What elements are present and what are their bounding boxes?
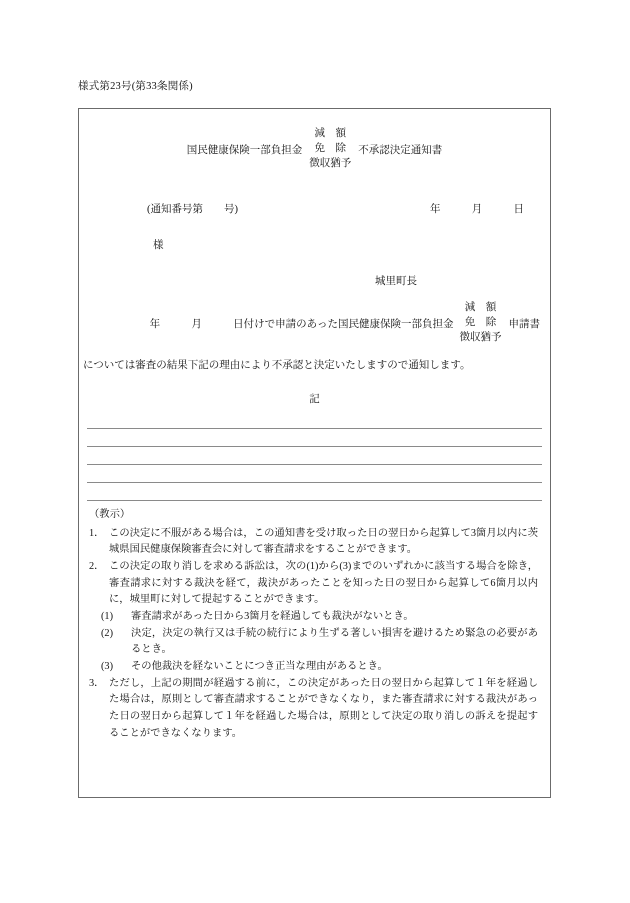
record-marker: 記 (309, 394, 320, 405)
instruction-sub-item (89, 609, 538, 626)
instruction-sub-text: 決定，決定の執行又は手続の続行により生ずる著しい損害を避けるため緊急の必要があるとき。 (131, 627, 538, 656)
instruction-sub-marker: (1) (101, 611, 114, 623)
instruction-marker: 2． (89, 561, 105, 573)
instruction-sub-marker: (3) (101, 661, 114, 673)
blank-line[interactable] (87, 411, 542, 429)
application-choice-option-3: 徴収猶予 (459, 331, 502, 343)
date-month-label: 月 (471, 204, 483, 215)
application-choice-stack (460, 301, 502, 346)
application-date-fields (150, 316, 460, 331)
instruction-sub-marker: (2) (101, 627, 114, 639)
instruction-text: この決定の取り消しを求める訴訟は，次の(1)から(3)までのいずれかに該当する場合を除き，審査請求に対する裁決を経て，裁決があったことを知った日の翌日から起算して6箇月以内に，城里町に対して提起することができます。 (109, 561, 538, 606)
date-year-label: 年 (430, 204, 441, 215)
title-choice-option-3: 徴収猶予 (309, 157, 352, 169)
title-choice-stack (309, 127, 351, 172)
application-choice-option-2: 免 除 (464, 316, 497, 328)
title-tail: 不承認決定通知書 (358, 144, 443, 156)
instruction-item (89, 559, 538, 609)
meta-row (79, 201, 550, 217)
document-title (79, 127, 550, 172)
instruction-item (89, 526, 538, 559)
instruction-item (89, 676, 538, 743)
application-month-label: 月 (191, 318, 202, 330)
instruction-marker: 3． (89, 677, 105, 689)
notice-number: (通知番号第 号) (147, 204, 238, 215)
form-number: 様式第23号(第33条関係) (78, 81, 193, 92)
instructions-section (89, 507, 538, 742)
instruction-sub-text: 審査請求があった日から3箇月を経過しても裁決がないとき。 (131, 611, 414, 623)
issue-date-fields (430, 201, 524, 216)
instruction-marker: 1． (89, 527, 105, 539)
application-sentence (79, 301, 550, 346)
instruction-text: この決定に不服がある場合は，この通知書を受け取った日の翌日から起算して3箇月以内に茨城県国民健康保険審査会に対して審査請求をすることができます。 (109, 527, 538, 556)
application-lead-text: 日付けで申請のあった国民健康保険一部負担金 (233, 318, 454, 330)
title-choice-option-1: 減 額 (314, 128, 346, 139)
date-day-label: 日 (513, 204, 524, 215)
title-lead: 国民健康保険一部負担金 (186, 144, 303, 156)
instruction-text: ただし，上記の期間が経過する前に，この決定があった日の翌日から起算して１年を経過した場合は，原則として審査請求することができなくなり，また審査請求に対する裁決があった日の翌日から起算して１年を経過した場合は，原則として決定の取り消しの訴えを提起することができなくなります。 (109, 677, 538, 739)
blank-line[interactable] (87, 465, 542, 483)
instruction-sub-text: その他裁決を経ないことにつき正当な理由があるとき。 (131, 661, 388, 673)
instructions-heading: （教示） (89, 509, 131, 520)
addressee-honorific: 様 (153, 240, 164, 251)
title-choice-option-2: 免 除 (314, 142, 346, 154)
blank-line[interactable] (87, 483, 542, 501)
application-tail-text: 申請書 (508, 318, 540, 330)
document-frame (78, 108, 551, 798)
application-year-label: 年 (149, 318, 161, 330)
blank-line[interactable] (87, 447, 542, 465)
closing-sentence: については審査の結果下記の理由により不承認と決定いたしますので通知します。 (83, 360, 471, 371)
instruction-sub-item (89, 659, 538, 676)
instruction-sub-item (89, 626, 538, 659)
blank-line[interactable] (87, 429, 542, 447)
application-choice-option-1: 減 額 (464, 302, 497, 313)
issuer-name: 城里町長 (375, 276, 417, 287)
blank-reason-lines (87, 411, 542, 501)
